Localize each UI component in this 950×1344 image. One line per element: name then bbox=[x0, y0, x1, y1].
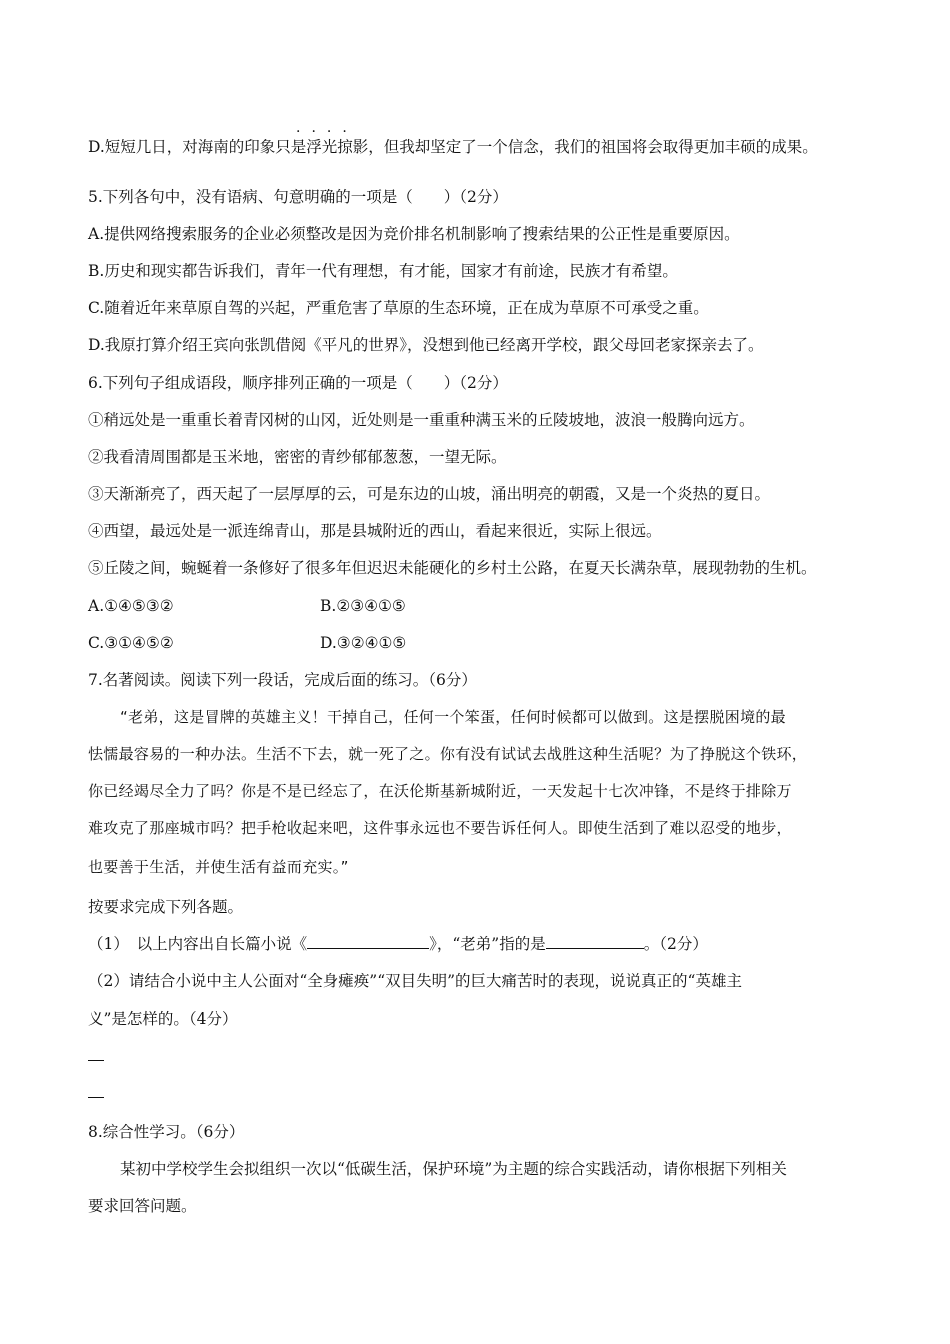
q7-passage-line-2: 怯懦最容易的一种办法。生活不下去，就一死了之。你有没有试试去战胜这种生活呢？为了挣脱这个铁环， bbox=[88, 745, 808, 763]
q6-sentence-2: ②我看清周围都是玉米地，密密的青纱郁郁葱葱，一望无际。 bbox=[88, 448, 507, 466]
q5-option-b: B.历史和现实都告诉我们，青年一代有理想，有才能，国家才有前途，民族才有希望。 bbox=[88, 262, 678, 280]
q6-option-d: D.③②④①⑤ bbox=[320, 634, 407, 652]
q7-sub1-prefix: （1） 以上内容出自长篇小说《 bbox=[88, 935, 308, 953]
answer-line-1[interactable] bbox=[88, 1060, 104, 1061]
q6-sentence-4: ④西望，最远处是一派连绵青山，那是县城附近的西山，看起来很近，实际上很远。 bbox=[88, 522, 662, 540]
q8-stem: 8.综合性学习。（6分） bbox=[88, 1123, 245, 1141]
q7-stem: 7.名著阅读。阅读下列一段话，完成后面的练习。（6分） bbox=[88, 671, 477, 689]
q6-option-b: B.②③④①⑤ bbox=[320, 597, 406, 615]
q7-sub2-line-1: （2）请结合小说中主人公面对“全身瘫痪”“双目失明”的巨大痛苦时的表现，说说真正的“英雄主 bbox=[88, 972, 742, 990]
q5-option-d: D.我原打算介绍王宾向张凯借阅《平凡的世界》，没想到他已经离开学校，跟父母回老家探亲去了。 bbox=[88, 336, 764, 354]
emphasis-dots: ···· bbox=[296, 124, 358, 140]
q7-passage-line-1: “老弟，这是冒牌的英雄主义！干掉自己，任何一个笨蛋，任何时候都可以做到。这是摆脱困境的最 bbox=[120, 708, 786, 726]
q6-sentence-3: ③天渐渐亮了，西天起了一层厚厚的云，可是东边的山坡，涌出明亮的朝霞，又是一个炎热的夏日。 bbox=[88, 485, 771, 503]
q6-option-a: A.①④⑤③② bbox=[88, 597, 174, 615]
q5-option-c: C.随着近年来草原自驾的兴起，严重危害了草原的生态环境，正在成为草原不可承受之重。 bbox=[88, 299, 709, 317]
q7-instruction: 按要求完成下列各题。 bbox=[88, 898, 244, 916]
q6-stem: 6.下列句子组成语段，顺序排列正确的一项是（ ）（2分） bbox=[88, 374, 508, 392]
q5-stem: 5.下列各句中，没有语病、句意明确的一项是（ ）（2分） bbox=[88, 188, 508, 206]
q6-sentence-5: ⑤丘陵之间，蜿蜒着一条修好了很多年但迟迟未能硬化的乡村土公路，在夏天长满杂草，展现勃勃的生机。 bbox=[88, 559, 817, 577]
q7-sub1 bbox=[88, 934, 708, 954]
q6-sentence-1: ①稍远处是一重重长着青冈树的山冈，近处则是一重重种满玉米的丘陵坡地，波浪一般腾向远方。 bbox=[88, 411, 755, 429]
novel-title-blank[interactable] bbox=[307, 934, 429, 949]
q7-passage-line-3: 你已经竭尽全力了吗？你是不是已经忘了，在沃伦斯基新城附近，一天发起十七次冲锋，不是终于排除万 bbox=[88, 782, 792, 800]
q7-sub1-middle: 》，“老弟”指的是 bbox=[429, 935, 546, 953]
q7-sub2-line-2: 义”是怎样的。（4分） bbox=[88, 1010, 238, 1028]
answer-line-2[interactable] bbox=[88, 1097, 104, 1098]
q6-option-c: C.③①④⑤② bbox=[88, 634, 174, 652]
q4-option-d: D.短短几日，对海南的印象只是浮光掠影，但我却坚定了一个信念，我们的祖国将会取得更加丰硕的成果。 bbox=[88, 138, 818, 156]
q5-option-a: A.提供网络搜索服务的企业必须整改是因为竞价排名机制影响了搜索结果的公正性是重要原因。 bbox=[88, 225, 740, 243]
q8-intro-line-2: 要求回答问题。 bbox=[88, 1197, 197, 1215]
q7-passage-line-4: 难攻克了那座城市吗？把手枪收起来吧，这件事永远也不要告诉任何人。即使生活到了难以忍受的地步， bbox=[88, 819, 792, 837]
q7-passage-line-5: 也要善于生活，并使生活有益而充实。” bbox=[88, 858, 349, 876]
q8-intro-line-1: 某初中学校学生会拟组织一次以“低碳生活，保护环境”为主题的综合实践活动，请你根据下列相关 bbox=[120, 1160, 787, 1178]
q7-sub1-suffix: 。（2分） bbox=[643, 935, 708, 953]
character-name-blank[interactable] bbox=[546, 934, 644, 949]
